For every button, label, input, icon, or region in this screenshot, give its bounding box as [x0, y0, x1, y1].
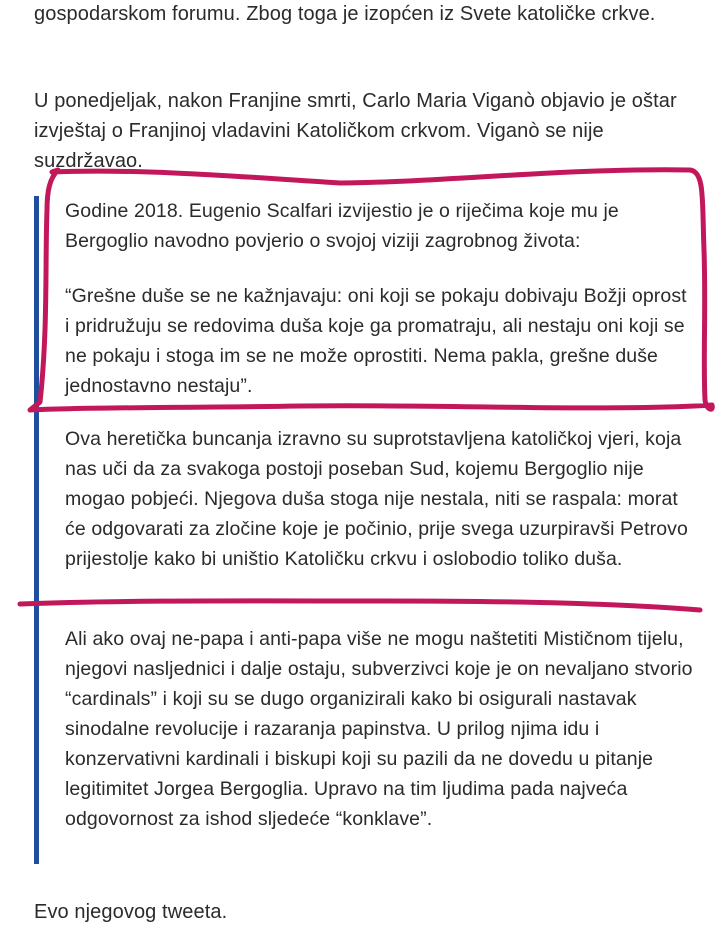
article-paragraph: gospodarskom forumu. Zbog toga je izopćen iz Svete katoličke crkve. — [34, 3, 656, 25]
article-paragraph: Evo njegovog tweeta. — [34, 901, 228, 923]
tweet-quote-block — [34, 196, 693, 864]
quote-paragraph: Ali ako ovaj ne-papa i anti-papa više ne mogu naštetiti Mističnom tijelu, njegovi nasljednici i dalje ostaju, subverzivci koje je on nevaljano stvorio “cardinals” i koji su se dugo organizirali kako bi osigurali nastavak sinodalne revolucije i razaranja papinstva. U prilog njima idu i konzervativni kardinali i biskupi koji su pazili da ne dovedu u pitanje legitimitet Jorgea Bergoglia. Upravo na tim ljudima pada najveća odgovornost za ishod sljedeće “konklave”. — [65, 628, 693, 830]
quote-paragraph: Godine 2018. Eugenio Scalfari izvijestio je o riječima koje mu je Bergoglio navodno povjerio o svojoj viziji zagrobnog života: — [65, 200, 619, 252]
quote-paragraph: Ova heretička buncanja izravno su suprotstavljena katoličkoj vjeri, koja nas uči da za svakoga postoji poseban Sud, kojemu Bergoglio nije mogao pobjeći. Njegova duša stoga nije nestala, niti se raspala: morat će odgovarati za zločine koje je počinio, prije svega uzurpiravši Petrovo prijestolje kako bi uništio Katoličku crkvu i oslobodio toliko duša. — [65, 428, 688, 570]
quote-paragraph: “Grešne duše se ne kažnjavaju: oni koji se pokaju dobivaju Božji oprost i pridružuju se redovima duša koje ga promatraju, ali nestaju oni koji se ne pokaju i stoga im se ne može oprostiti. Nema pakla, grešne duše jednostavno nestaju”. — [65, 285, 687, 397]
article-paragraph: U ponedjeljak, nakon Franjine smrti, Carlo Maria Viganò objavio je oštar izvještaj o Franjinoj vladavini Katoličkom crkvom. Viganò se nije suzdržavao. — [34, 90, 677, 172]
